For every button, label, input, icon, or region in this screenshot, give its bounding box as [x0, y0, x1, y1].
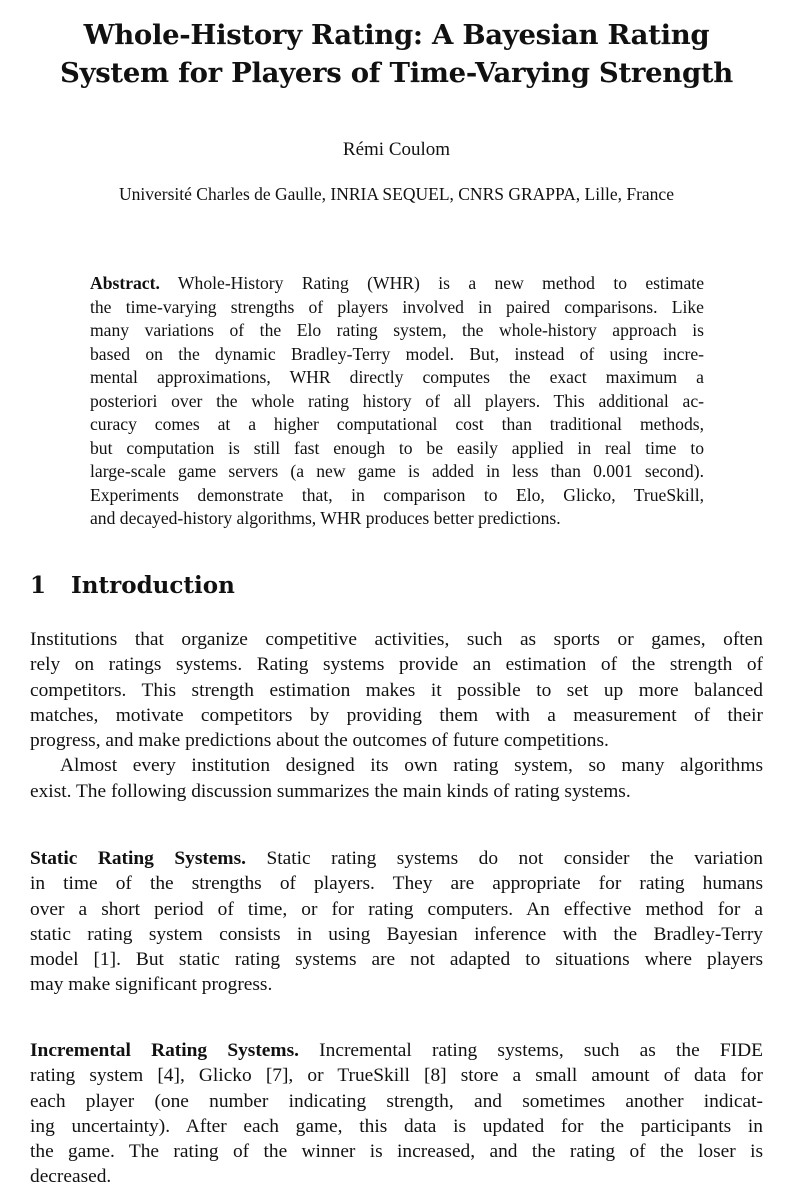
- abstract-line: based on the dynamic Bradley-Terry model. But, instead of using incre-: [90, 343, 704, 364]
- static-rating-paragraph: [30, 846, 763, 998]
- body-line: ing uncertainty). After each game, this data is updated for the participants in: [30, 1115, 763, 1137]
- paragraph-text: Incremental rating systems, such as the FIDE: [298, 1040, 763, 1061]
- author-affiliation: Université Charles de Gaulle, INRIA SEQUEL, CNRS GRAPPA, Lille, France: [119, 184, 674, 204]
- paragraph-text: Static rating systems do not consider the variation: [245, 848, 763, 869]
- abstract: [90, 272, 704, 531]
- abstract-line: posteriori over the whole rating history of all players. This additional ac-: [90, 390, 704, 411]
- body-line: the game. The rating of the winner is increased, and the rating of the loser is: [30, 1141, 763, 1163]
- body-line: competitors. This strength estimation makes it possible to set up more balanced: [30, 679, 763, 701]
- body-line: model [1]. But static rating systems are not adapted to situations where players: [30, 949, 763, 971]
- abstract-line: large-scale game servers (a new game is added in less than 0.001 second).: [90, 461, 704, 481]
- abstract-line: [90, 272, 704, 296]
- body-line: Almost every institution designed its own rating system, so many algorithms: [60, 755, 763, 777]
- abstract-line: Experiments demonstrate that, in comparison to Elo, Glicko, TrueSkill,: [90, 484, 704, 505]
- body-line: rating system [4], Glicko [7], or TrueSkill [8] store a small amount of data for: [30, 1065, 763, 1087]
- incremental-rating-paragraph: [30, 1038, 763, 1190]
- body-line: [30, 1038, 763, 1063]
- intro-paragraphs: [30, 627, 763, 804]
- title-line: Whole-History Rating: A Bayesian Rating: [83, 19, 710, 51]
- section-title: Introduction: [71, 572, 235, 599]
- body-line: decreased.: [30, 1166, 112, 1188]
- paragraph-heading: Static Rating Systems.: [30, 848, 246, 869]
- body-line: over a short period of time, or for rating computers. An effective method for a: [30, 898, 763, 920]
- body-line: progress, and make predictions about the outcomes of future competitions.: [30, 730, 609, 752]
- abstract-line: many variations of the Elo rating system, the whole-history approach is: [90, 320, 704, 340]
- body-line: static rating system consists in using Bayesian inference with the Bradley-Terry: [30, 923, 763, 945]
- body-line: Institutions that organize competitive activities, such as sports or games, often: [30, 629, 763, 650]
- title-line: System for Players of Time-Varying Strength: [60, 57, 733, 89]
- abstract-line: curacy comes at a higher computational cost than traditional methods,: [90, 414, 704, 434]
- abstract-line: mental approximations, WHR directly computes the exact maximum a: [90, 367, 704, 387]
- body-line: matches, motivate competitors by providing them with a measurement of their: [30, 704, 763, 726]
- body-line: rely on ratings systems. Rating systems provide an estimation of the strength of: [30, 654, 763, 676]
- section-number: 1: [30, 572, 47, 599]
- abstract-line: but computation is still fast enough to be easily applied in real time to: [90, 437, 704, 458]
- paragraph-heading: Incremental Rating Systems.: [30, 1040, 299, 1061]
- abstract-label: Abstract.: [90, 273, 160, 293]
- body-line: may make significant progress.: [30, 974, 273, 996]
- abstract-line: and decayed-history algorithms, WHR produces better predictions.: [90, 508, 561, 528]
- abstract-text: Whole-History Rating (WHR) is a new method to estimate: [159, 273, 704, 293]
- author-name: Rémi Coulom: [342, 139, 451, 160]
- paper-title: [0, 16, 793, 92]
- body-line: [30, 846, 763, 871]
- section-heading: [30, 570, 235, 602]
- body-line: each player (one number indicating strength, and sometimes another indicat-: [30, 1090, 763, 1112]
- abstract-line: the time-varying strengths of players involved in paired comparisons. Like: [90, 296, 704, 317]
- body-line: in time of the strengths of players. They are appropriate for rating humans: [30, 873, 763, 895]
- body-line: exist. The following discussion summarizes the main kinds of rating systems.: [30, 780, 631, 802]
